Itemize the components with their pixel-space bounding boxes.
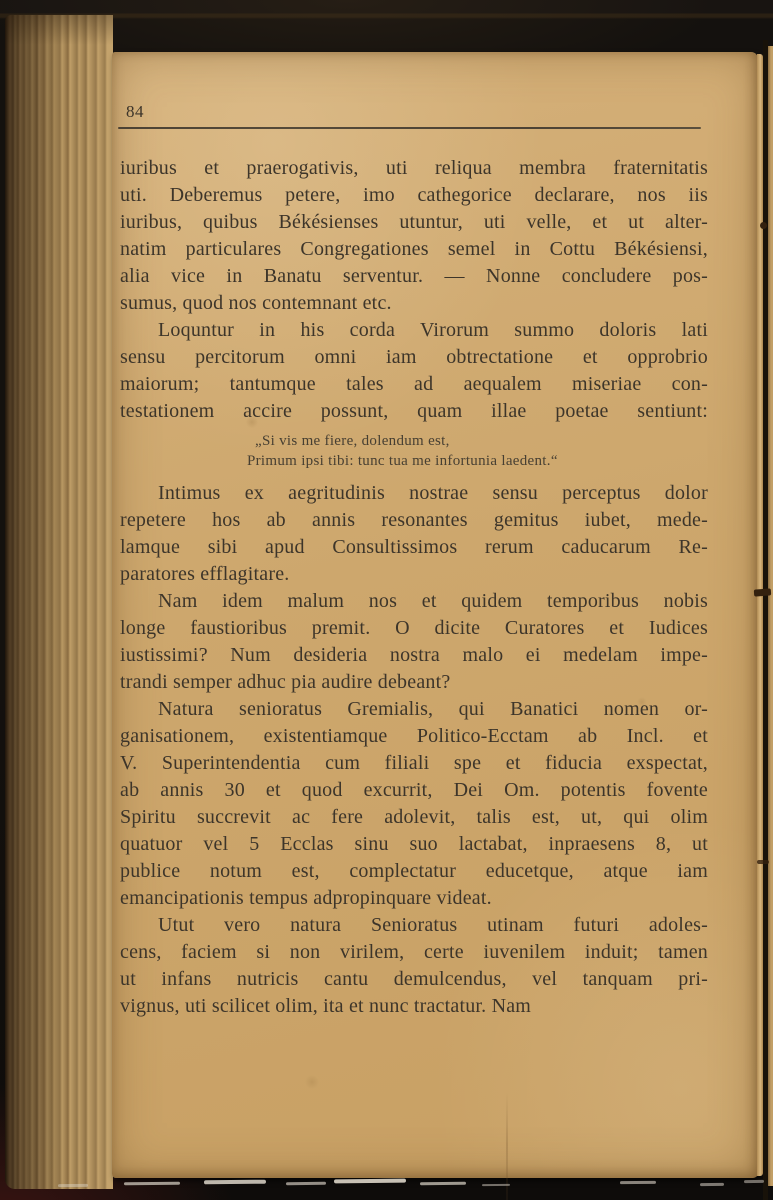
text-line: Intimus ex aegritudinis nostrae sensu perceptus dolor bbox=[158, 482, 708, 504]
book-page bbox=[112, 52, 758, 1178]
paragraph bbox=[120, 155, 708, 317]
text-line: longe faustioribus premit. O dicite Curatores et Iudices bbox=[120, 617, 708, 639]
text-line: vignus, uti scilicet olim, ita et nunc tractatur. Nam bbox=[120, 995, 532, 1017]
mat-scratch bbox=[744, 1180, 764, 1183]
text-line: Loquntur in his corda Virorum summo doloris lati bbox=[158, 319, 708, 341]
mat-scratch bbox=[420, 1182, 466, 1185]
text-line: „Si vis me fiere, dolendum est, bbox=[255, 433, 450, 449]
text-line: Utut vero natura Senioratus utinam futuri adoles- bbox=[158, 914, 708, 936]
text-line: paratores efflagitare. bbox=[120, 563, 290, 585]
edge-mark bbox=[754, 588, 771, 596]
text-line: natim particulares Congregationes semel in Cottu Békésiensi, bbox=[120, 238, 708, 260]
text-block bbox=[120, 155, 708, 1020]
mat-scratch bbox=[124, 1182, 180, 1186]
text-line: trandi semper adhuc pia audire debeant? bbox=[120, 671, 451, 693]
text-line: testationem accire possunt, quam illae poetae sentiunt: bbox=[120, 400, 708, 422]
mat-scratch bbox=[204, 1180, 266, 1185]
text-line: ab annis 30 et quod excurrit, Dei Om. potentis fovente bbox=[120, 779, 708, 801]
text-line: iuribus, quibus Békésienses utuntur, uti velle, et ut alter- bbox=[120, 211, 708, 233]
paragraph bbox=[120, 588, 708, 696]
mat-scratch bbox=[482, 1184, 510, 1186]
paragraph bbox=[120, 317, 708, 425]
text-line: Nam idem malum nos et quidem temporibus nobis bbox=[158, 590, 708, 612]
text-line: Primum ipsi tibi: tunc tua me infortunia laedent.“ bbox=[247, 453, 558, 469]
text-line: sensu percitorum omni iam obtrectatione et opprobrio bbox=[120, 346, 708, 368]
paragraph bbox=[120, 696, 708, 912]
mat-scratch bbox=[700, 1183, 724, 1186]
book-page-edges bbox=[5, 15, 113, 1189]
text-line: ut infans nutricis cantu demulcendus, vel tanquam pri- bbox=[120, 968, 708, 990]
mat-scratch bbox=[620, 1181, 656, 1184]
text-line: uti. Deberemus petere, imo cathegorice declarare, nos iis bbox=[120, 184, 708, 206]
text-line: emancipationis tempus adpropinquare videat. bbox=[120, 887, 492, 909]
text-line: Natura senioratus Gremialis, qui Banatici nomen or- bbox=[158, 698, 708, 720]
verse-quote bbox=[247, 431, 708, 471]
text-line: Spiritu succrevit ac fere adolevit, talis est, ut, qui olim bbox=[120, 806, 708, 828]
edge-mark bbox=[757, 860, 769, 864]
edge-mark bbox=[760, 222, 767, 229]
page-number: 84 bbox=[126, 102, 144, 121]
text-line: ganisationem, existentiamque Politico-Ecctam ab Incl. et bbox=[120, 725, 708, 747]
text-line: sumus, quod nos contemnant etc. bbox=[120, 292, 392, 314]
text-line: cens, faciem si non virilem, certe iuvenilem induit; tamen bbox=[120, 941, 708, 963]
text-line: alia vice in Banatu serventur. — Nonne concludere pos- bbox=[120, 265, 708, 287]
mat-scratch bbox=[334, 1179, 406, 1184]
text-line: iustissimi? Num desideria nostra malo ei medelam impe- bbox=[120, 644, 708, 666]
text-line: maiorum; tantumque tales ad aequalem miseriae con- bbox=[120, 373, 708, 395]
text-line: quatuor vel 5 Ecclas sinu suo lactabat, inpraesens 8, ut bbox=[120, 833, 708, 855]
mat-scratch bbox=[286, 1182, 326, 1185]
text-line: V. Superintendentia cum filiali spe et fiducia exspectat, bbox=[120, 752, 708, 774]
text-line: lamque sibi apud Consultissimos rerum caducarum Re- bbox=[120, 536, 708, 558]
text-line: publice notum est, complectatur educetque, atque iam bbox=[120, 860, 708, 882]
paragraph bbox=[120, 480, 708, 588]
mat-scratch bbox=[58, 1184, 88, 1187]
text-line: iuribus et praerogativis, uti reliqua membra fraternitatis bbox=[120, 157, 708, 179]
header-rule bbox=[118, 127, 701, 129]
paragraph bbox=[120, 912, 708, 1020]
text-line: repetere hos ab annis resonantes gemitus iubet, mede- bbox=[120, 509, 708, 531]
next-page-edge bbox=[768, 46, 773, 1186]
